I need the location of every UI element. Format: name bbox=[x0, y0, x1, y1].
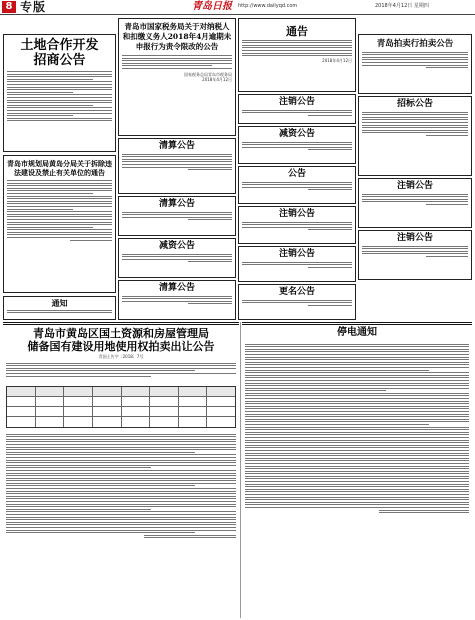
stop-power-body bbox=[242, 342, 472, 515]
notify-box-1 bbox=[3, 296, 116, 320]
bid-title: 招标公告 bbox=[396, 99, 433, 109]
public-notice bbox=[238, 166, 356, 204]
planning-title: 青岛市规划局黄岛分局关于拆除违法建设及禁止有关单位的通告 bbox=[7, 159, 112, 177]
center-notice-date: 2018年4月12日 bbox=[322, 57, 352, 63]
qingsuan-title-2: 清算公告 bbox=[158, 199, 195, 209]
jianzi-title-1: 减资公告 bbox=[158, 241, 195, 251]
newspaper-brand: 青岛日报 bbox=[192, 1, 232, 12]
page-header bbox=[0, 0, 475, 15]
land-body bbox=[4, 71, 115, 121]
site-url[interactable]: http://www.dailyqd.com bbox=[238, 3, 298, 9]
land-parcel-table bbox=[6, 386, 236, 428]
cancel-title-5: 注销公告 bbox=[396, 233, 433, 243]
land-title-line-2: 招商公告 bbox=[33, 53, 86, 68]
qingsuan-title-3: 清算公告 bbox=[158, 283, 195, 293]
tax-bureau-notice bbox=[118, 18, 236, 136]
auction-notice bbox=[358, 34, 472, 94]
cancel-notice-4 bbox=[358, 178, 472, 228]
big-notice-subtitle: 青国土告字〔2018〕7号 bbox=[98, 354, 144, 359]
jianzi-title-2: 减资公告 bbox=[278, 129, 315, 139]
cancel-notice-1 bbox=[238, 94, 356, 124]
tax-date: 2018年4月12日 bbox=[202, 76, 232, 82]
big-notice-top-rule bbox=[3, 322, 239, 325]
qingsuan-notice-2 bbox=[118, 196, 236, 236]
issue-date: 2018年4月12日 星期四 bbox=[375, 3, 429, 9]
center-notice-title: 通告 bbox=[286, 25, 308, 38]
section-name: 专版 bbox=[20, 0, 47, 14]
page-number: 8 bbox=[2, 1, 16, 13]
rename-title: 更名公告 bbox=[278, 287, 315, 297]
big-notice-body bbox=[3, 432, 239, 540]
rename-notice bbox=[238, 284, 356, 320]
stop-power-top-rule bbox=[242, 322, 472, 325]
big-notice-title-2: 储备国有建设用地使用权拍卖出让公告 bbox=[27, 340, 215, 353]
cancel-notice-2 bbox=[238, 206, 356, 244]
cancel-notice-3 bbox=[238, 246, 356, 282]
jianzi-notice-1 bbox=[118, 238, 236, 278]
jianzi-notice-2 bbox=[238, 126, 356, 164]
qingsuan-notice-1 bbox=[118, 138, 236, 194]
notify-title-1: 通知 bbox=[51, 298, 68, 308]
cancel-title-2: 注销公告 bbox=[278, 209, 315, 219]
bid-notice bbox=[358, 96, 472, 176]
auction-title: 青岛拍卖行拍卖公告 bbox=[376, 39, 454, 49]
qingsuan-title-1: 清算公告 bbox=[158, 141, 195, 151]
stop-power-title: 停电通知 bbox=[337, 327, 377, 338]
tax-body bbox=[119, 55, 235, 69]
cancel-title-3: 注销公告 bbox=[278, 249, 315, 259]
big-notice-intro bbox=[3, 361, 239, 378]
cancel-title-1: 注销公告 bbox=[278, 97, 315, 107]
center-notice bbox=[238, 18, 356, 92]
tax-sign: 国家税务总局青岛市税务局 bbox=[184, 71, 232, 77]
cancel-notice-5 bbox=[358, 230, 472, 280]
planning-bureau-notice bbox=[3, 155, 116, 293]
column-divider bbox=[240, 322, 241, 618]
planning-body bbox=[4, 180, 115, 241]
land-title-line-1: 土地合作开发 bbox=[20, 38, 99, 53]
tax-title: 青岛市国家税务局关于对纳税人和扣缴义务人2018年4月逾期未申报行为责令限改的公告 bbox=[122, 22, 232, 51]
cancel-title-4: 注销公告 bbox=[396, 181, 433, 191]
public-notice-title: 公告 bbox=[287, 169, 306, 179]
big-notice-title-1: 青岛市黄岛区国土资源和房屋管理局 bbox=[33, 327, 209, 340]
land-cooperation-notice bbox=[3, 34, 116, 152]
